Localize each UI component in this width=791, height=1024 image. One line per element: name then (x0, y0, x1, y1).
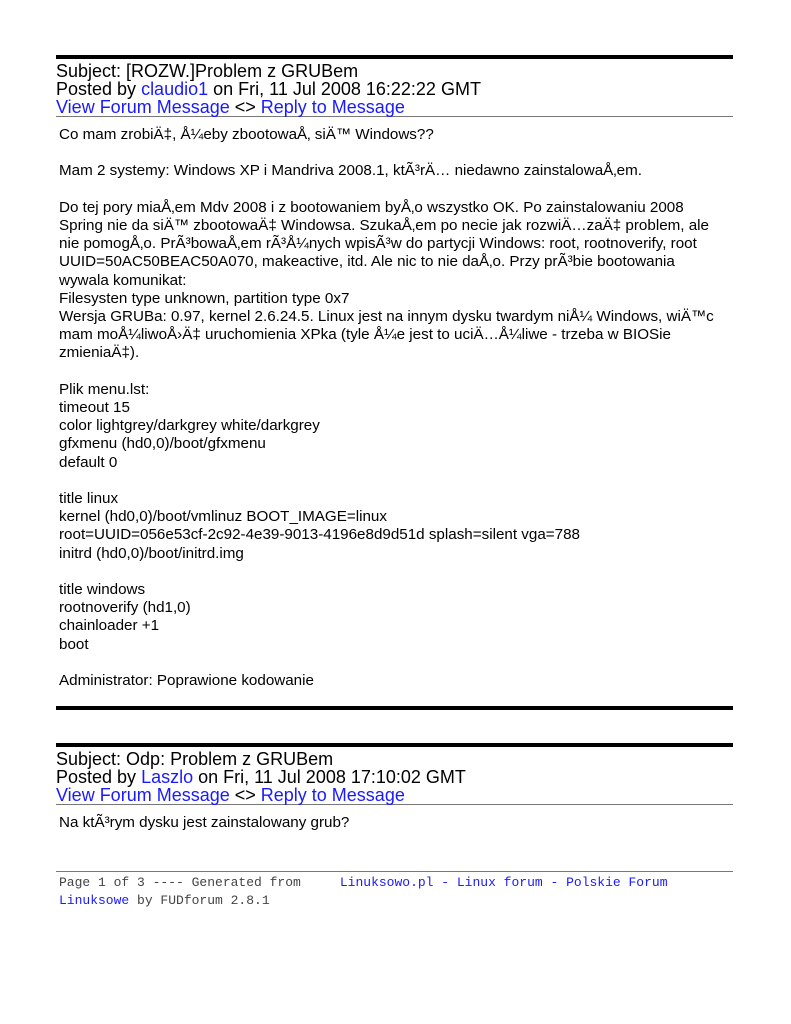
post-paragraph: title windows rootnoverify (hd1,0) chainloader +1 boot (59, 581, 191, 653)
post-bottom-rule (56, 706, 733, 710)
post-header (56, 747, 733, 804)
footer-line-2 (56, 892, 733, 910)
post-paragraph: Na ktÃ³rym dysku jest zainstalowany grub? (59, 814, 350, 831)
page-number-text: Page 1 of 3 ---- Generated from (59, 875, 340, 890)
posted-by-line (56, 768, 733, 786)
post-body (56, 117, 733, 690)
post-paragraph: title linux kernel (hd0,0)/boot/vmlinuz BOOT_IMAGE=linux root=UUID=056e53cf-2c92-4e39-9013-4196e8d9d51d splash=silent vga=788 initrd (hd0,0)/boot/initrd.img (59, 490, 580, 562)
footer-rule (56, 871, 733, 872)
post-paragraph: Do tej pory miaÅ‚em Mdv 2008 i z bootowaniem byÅ‚o wszystko OK. Po zainstalowaniu 2008 Spring nie da siÄ™ zbootowaÄ‡ Windowsa. SzukaÅ‚em po necie jak rozwiÄ…zaÄ‡ problem, ale nie pomogÅ‚o. PrÃ³bowaÅ‚em rÃ³Å¼nych wpisÃ³w do partycji Windows: root, rootnoverify, root UUID=50AC50BEAC50A070, makeactive, itd. Ale nic to nie daÅ‚o. Przy prÃ³bie bootowania wywala komunikat: Filesysten type unknown, partition type 0x7 Wersja GRUBa: 0.97, kernel 2.6.24.5. Linux jest na innym dysku twardym niÅ¼ Windows, wiÄ™c mam moÅ¼liwoÅ›Ä‡ uruchomienia XPka (tyle Å¼e jest to uciÄ…Å¼liwe - trzeba w BIOSie zmieniaÄ‡). (59, 198, 714, 362)
post-subject: [ROZW.]Problem z GRUBem (126, 61, 359, 81)
posted-by-label: Posted by (56, 79, 142, 99)
post-paragraph: Plik menu.lst: timeout 15 color lightgrey/darkgrey white/darkgrey gfxmenu (hd0,0)/boot/gfxmenu default 0 (59, 380, 320, 471)
post-date: on Fri, 11 Jul 2008 17:10:02 GMT (193, 767, 466, 787)
site-link-continued[interactable]: Linuksowe (59, 893, 130, 908)
post-body (56, 805, 733, 832)
forum-post-2 (56, 743, 733, 832)
footer-line-1 (56, 874, 733, 892)
posted-by-label: Posted by (56, 767, 142, 787)
generator-text: by FUDforum 2.8.1 (129, 893, 270, 908)
post-paragraph: Administrator: Poprawione kodowanie (59, 672, 314, 689)
view-forum-message-link[interactable]: View Forum Message (56, 785, 230, 805)
subject-label: Subject: (56, 61, 127, 81)
author-link[interactable]: claudio1 (141, 79, 209, 99)
page-footer (56, 871, 733, 910)
post-actions (56, 786, 733, 804)
post-actions (56, 98, 733, 116)
reply-to-message-link[interactable]: Reply to Message (260, 97, 405, 117)
site-link[interactable]: Linuksowo.pl - Linux forum - Polskie Forum (339, 875, 668, 890)
view-forum-message-link[interactable]: View Forum Message (56, 97, 230, 117)
author-link[interactable]: Laszlo (141, 767, 194, 787)
post-subject-line (56, 750, 733, 768)
subject-label: Subject: (56, 749, 127, 769)
post-paragraph: Co mam zrobiÄ‡, Å¼eby zbootowaÅ‚ siÄ™ Windows?? (59, 126, 434, 143)
forum-post-1 (56, 55, 733, 690)
post-date: on Fri, 11 Jul 2008 16:22:22 GMT (208, 79, 481, 99)
post-header (56, 59, 733, 116)
reply-to-message-link[interactable]: Reply to Message (260, 785, 405, 805)
post-subject: Odp: Problem z GRUBem (126, 749, 334, 769)
posted-by-line (56, 80, 733, 98)
post-subject-line (56, 62, 733, 80)
link-separator: <> (229, 97, 261, 117)
link-separator: <> (229, 785, 261, 805)
post-paragraph: Mam 2 systemy: Windows XP i Mandriva 2008.1, ktÃ³rÄ… niedawno zainstalowaÅ‚em. (59, 162, 642, 180)
